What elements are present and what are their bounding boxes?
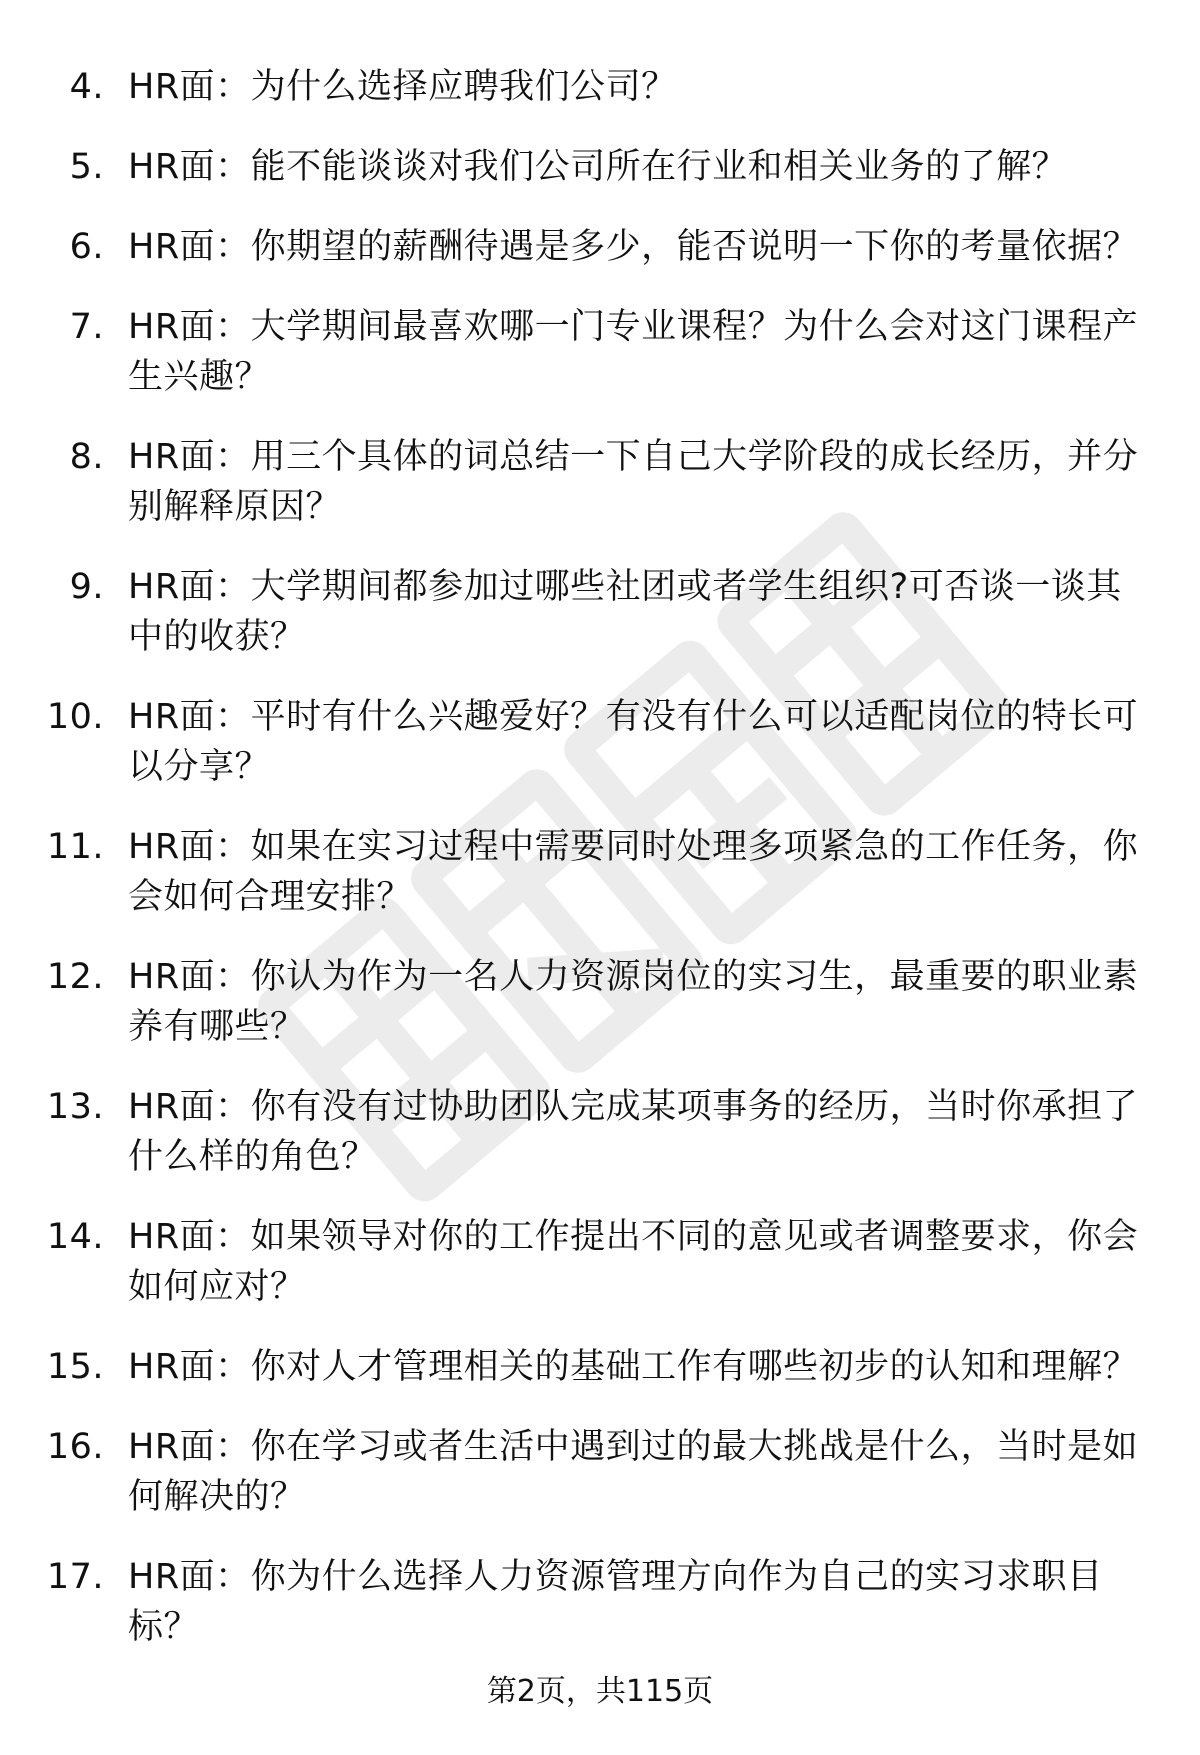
list-item xyxy=(0,692,1200,792)
question-text: HR面：你为什么选择人力资源管理方向作为自己的实习求职目标？ xyxy=(128,1557,1103,1647)
item-number: 4. xyxy=(69,67,104,107)
list-item xyxy=(0,302,1200,402)
list-item xyxy=(0,562,1200,662)
item-number: 5. xyxy=(69,147,104,187)
question-list xyxy=(0,62,1200,1682)
item-number: 15. xyxy=(46,1347,104,1387)
item-number: 13. xyxy=(46,1087,104,1127)
question-text: HR面：你期望的薪酬待遇是多少，能否说明一下你的考量依据？ xyxy=(128,227,1139,267)
list-item xyxy=(0,1212,1200,1312)
item-number: 7. xyxy=(69,307,104,347)
list-item xyxy=(0,222,1200,272)
item-number: 16. xyxy=(46,1427,104,1467)
list-item xyxy=(0,1552,1200,1652)
item-number: 14. xyxy=(46,1217,104,1257)
list-item xyxy=(0,62,1200,112)
item-number: 11. xyxy=(46,827,104,867)
question-text: HR面：用三个具体的词总结一下自己大学阶段的成长经历，并分别解释原因？ xyxy=(128,437,1139,527)
list-item xyxy=(0,142,1200,192)
list-item xyxy=(0,1342,1200,1392)
question-text: HR面：如果领导对你的工作提出不同的意见或者调整要求，你会如何应对？ xyxy=(128,1217,1139,1307)
item-number: 6. xyxy=(69,227,104,267)
page-footer: 第2页，共115页 xyxy=(486,1674,714,1709)
question-text: HR面：能不能谈谈对我们公司所在行业和相关业务的了解？ xyxy=(128,147,1068,187)
question-text: HR面：平时有什么兴趣爱好？有没有什么可以适配岗位的特长可以分享？ xyxy=(128,697,1139,787)
item-number: 9. xyxy=(69,567,104,607)
question-text: HR面：你在学习或者生活中遇到过的最大挑战是什么，当时是如何解决的？ xyxy=(128,1427,1139,1517)
item-number: 8. xyxy=(69,437,104,477)
list-item xyxy=(0,1422,1200,1522)
question-text: HR面：为什么选择应聘我们公司？ xyxy=(128,67,677,107)
question-text: HR面：你对人才管理相关的基础工作有哪些初步的认知和理解？ xyxy=(128,1347,1139,1387)
list-item xyxy=(0,432,1200,532)
list-item xyxy=(0,1082,1200,1182)
item-number: 17. xyxy=(46,1557,104,1597)
question-text: HR面：如果在实习过程中需要同时处理多项紧急的工作任务，你会如何合理安排？ xyxy=(128,827,1139,917)
question-text: HR面：你有没有过协助团队完成某项事务的经历，当时你承担了什么样的角色？ xyxy=(128,1087,1139,1177)
question-text: HR面：大学期间最喜欢哪一门专业课程？为什么会对这门课程产生兴趣？ xyxy=(128,307,1139,397)
question-text: HR面：大学期间都参加过哪些社团或者学生组织?可否谈一谈其中的收获？ xyxy=(128,567,1122,657)
list-item xyxy=(0,952,1200,1052)
question-text: HR面：你认为作为一名人力资源岗位的实习生，最重要的职业素养有哪些？ xyxy=(128,957,1139,1047)
item-number: 12. xyxy=(46,957,104,997)
list-item xyxy=(0,822,1200,922)
item-number: 10. xyxy=(46,697,104,737)
